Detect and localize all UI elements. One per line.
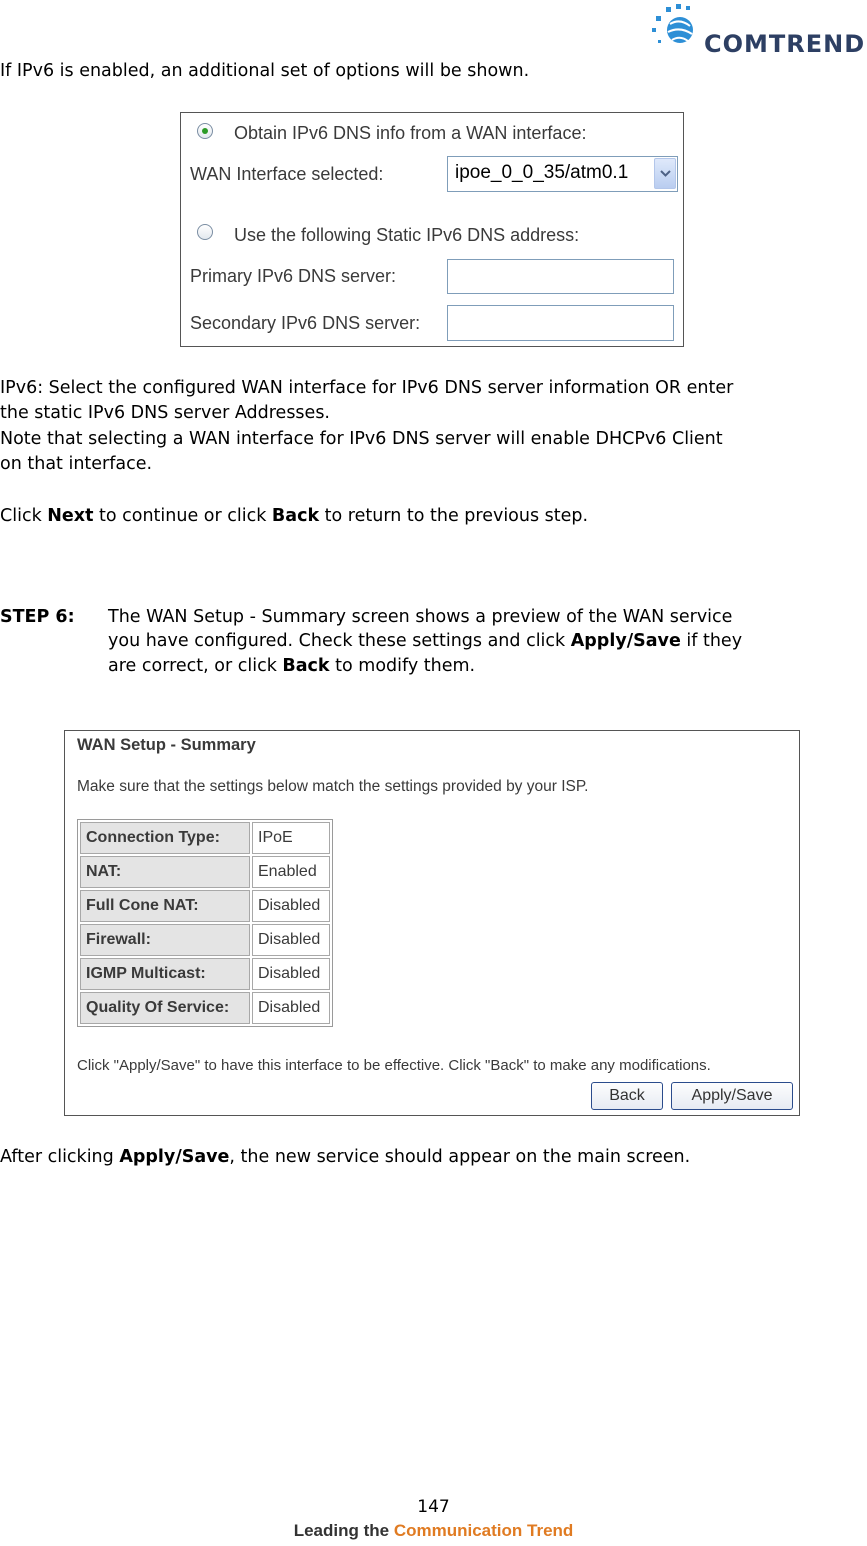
ipv6-dns-panel [180, 112, 684, 347]
summary-title: WAN Setup - Summary [77, 736, 256, 754]
table-row [80, 890, 330, 922]
row-value: Disabled [252, 958, 330, 990]
intro-text: If IPv6 is enabled, an additional set of options will be shown. [0, 61, 530, 81]
primary-dns-label: Primary IPv6 DNS server: [190, 266, 397, 286]
wan-interface-label: WAN Interface selected: [190, 164, 384, 184]
row-value: Disabled [252, 992, 330, 1024]
table-row [80, 924, 330, 956]
wan-dns-option-label: Obtain IPv6 DNS info from a WAN interface: [234, 123, 587, 143]
footer-tagline [0, 1521, 867, 1541]
step-line-3 [108, 656, 475, 677]
next-keyword: Next [47, 506, 94, 526]
wan-interface-value: ipoe_0_0_35/atm0.1 [455, 162, 629, 183]
desc-line-1: IPv6: Select the configured WAN interface for IPv6 DNS server information OR enter [0, 378, 734, 398]
row-value: Disabled [252, 890, 330, 922]
table-row [80, 856, 330, 888]
apply-save-keyword: Apply/Save [570, 631, 681, 651]
desc-line-3: Note that selecting a WAN interface for IPv6 DNS server will enable DHCPv6 Client [0, 429, 723, 449]
static-dns-radio[interactable] [197, 224, 213, 240]
back-keyword: Back [271, 506, 320, 526]
wan-dns-radio[interactable] [197, 123, 213, 139]
text-fragment: to return to the previous step. [319, 506, 589, 526]
back-keyword: Back [282, 656, 330, 676]
row-key: NAT: [80, 856, 250, 888]
secondary-dns-input[interactable] [447, 305, 674, 341]
chevron-down-icon[interactable] [654, 158, 676, 189]
step-label: STEP 6: [0, 607, 75, 627]
secondary-dns-label: Secondary IPv6 DNS server: [190, 313, 421, 333]
after-text [0, 1147, 690, 1168]
page-number: 147 [417, 1497, 450, 1517]
desc-line-2: the static IPv6 DNS server Addresses. [0, 403, 330, 423]
row-key: IGMP Multicast: [80, 958, 250, 990]
row-key: Connection Type: [80, 822, 250, 854]
wan-interface-select[interactable] [447, 156, 678, 192]
back-button[interactable]: Back [591, 1082, 663, 1110]
primary-dns-input[interactable] [447, 259, 674, 294]
desc-line-4: on that interface. [0, 454, 153, 474]
row-key: Firewall: [80, 924, 250, 956]
row-key: Full Cone NAT: [80, 890, 250, 922]
logo-wordmark: COMTREND [704, 30, 866, 58]
row-value: Disabled [252, 924, 330, 956]
wan-summary-panel [64, 730, 800, 1116]
comtrend-logo [650, 0, 867, 70]
text-fragment: Leading the [293, 1521, 394, 1540]
summary-table [77, 819, 333, 1027]
text-fragment: you have configured. Check these settings and click [108, 631, 571, 651]
text-fragment: are correct, or click [108, 656, 283, 676]
text-fragment: Click [0, 506, 48, 526]
summary-note: Click "Apply/Save" to have this interface to be effective. Click "Back" to make any modifications. [77, 1057, 711, 1074]
table-row [80, 822, 330, 854]
tagline-highlight: Trend [522, 1521, 574, 1540]
row-key: Quality Of Service: [80, 992, 250, 1024]
table-row [80, 958, 330, 990]
globe-icon [650, 4, 710, 64]
table-row [80, 992, 330, 1024]
step-line-1: The WAN Setup - Summary screen shows a preview of the WAN service [108, 607, 733, 627]
step-line-2 [108, 631, 742, 652]
static-dns-option-label: Use the following Static IPv6 DNS address: [234, 225, 580, 245]
row-value: Enabled [252, 856, 330, 888]
text-fragment: , the new service should appear on the main screen. [229, 1147, 691, 1167]
text-fragment: After clicking [0, 1147, 120, 1167]
summary-subtitle: Make sure that the settings below match the settings provided by your ISP. [77, 778, 589, 795]
row-value: IPoE [252, 822, 330, 854]
text-fragment: to continue or click [93, 506, 272, 526]
text-fragment: if they [680, 631, 743, 651]
tagline-highlight: Communication [393, 1521, 523, 1540]
apply-save-keyword: Apply/Save [119, 1147, 230, 1167]
text-fragment: to modify them. [329, 656, 476, 676]
click-next-back-text [0, 506, 588, 527]
apply-save-button[interactable]: Apply/Save [671, 1082, 793, 1110]
